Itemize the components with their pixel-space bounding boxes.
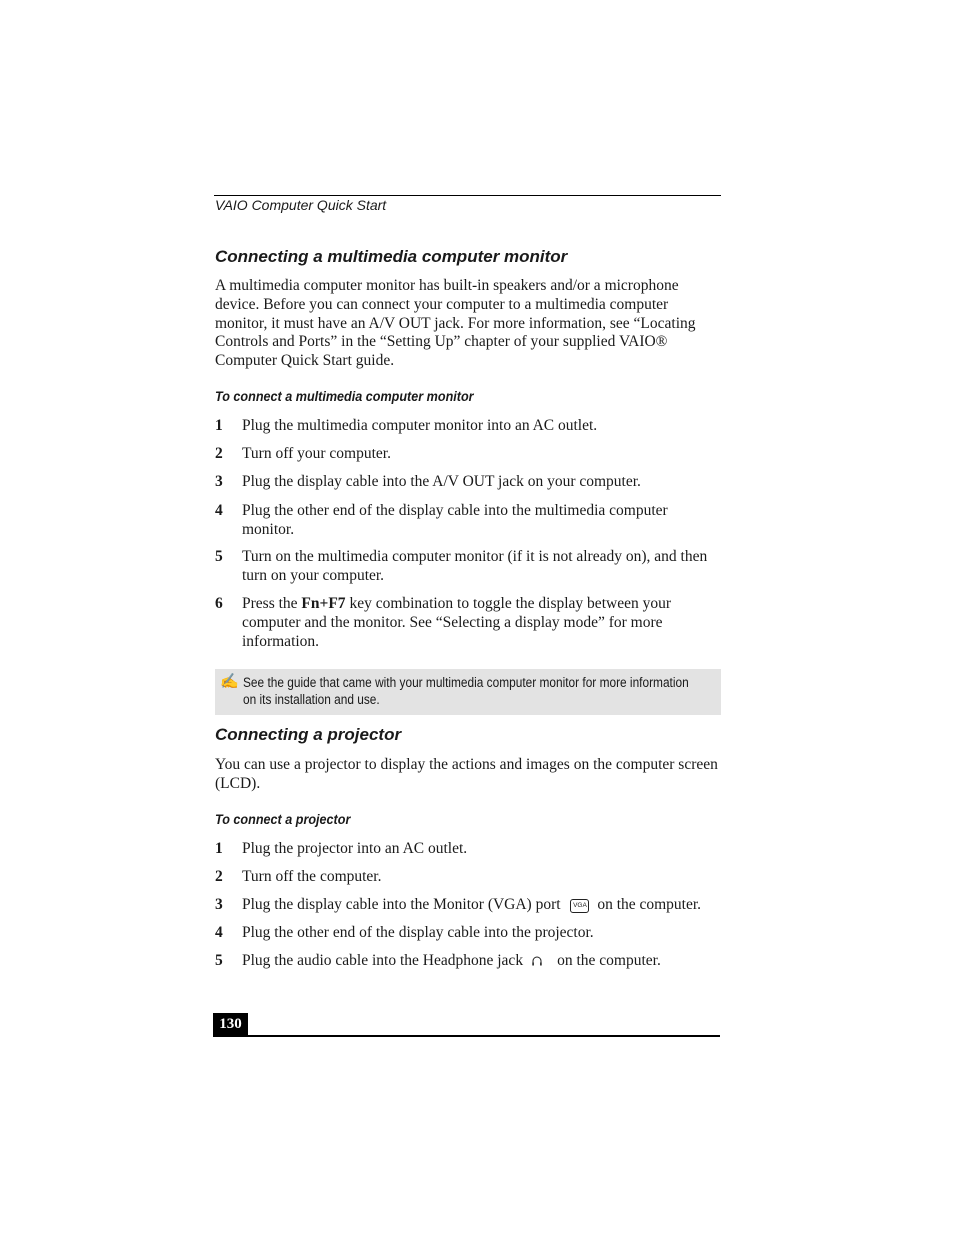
vga-port-icon: VGA <box>570 899 589 913</box>
step-text-line: monitor. <box>242 520 295 538</box>
projector-step-3 <box>215 896 721 915</box>
step-number: 2 <box>215 445 223 462</box>
step-text <box>242 896 721 915</box>
projector-step-5 <box>215 952 721 971</box>
step-number: 3 <box>215 473 223 490</box>
header-rule <box>214 195 721 196</box>
step-text-line: computer and the monitor. See “Selecting a display mode” for more <box>242 613 663 631</box>
step-number: 5 <box>215 952 223 969</box>
projector-intro-paragraph <box>215 756 721 794</box>
note-text <box>243 674 701 708</box>
intro-line: Controls and Ports” in the “Setting Up” chapter of your supplied VAIO® <box>215 333 668 351</box>
step-text-post: on the computer. <box>597 896 702 913</box>
intro-line: (LCD). <box>215 774 261 792</box>
intro-line: Computer Quick Start guide. <box>215 352 395 370</box>
note-line: See the guide that came with your multimedia computer monitor for more information <box>243 675 689 690</box>
intro-line: A multimedia computer monitor has built-in speakers and/or a microphone <box>215 277 679 294</box>
running-head: VAIO Computer Quick Start <box>215 197 387 213</box>
step-text: Turn off the computer. <box>242 868 382 885</box>
step-number: 5 <box>215 548 223 565</box>
page-number: 130 <box>213 1013 248 1037</box>
step-text-post: key combination to toggle the display between your <box>345 595 671 612</box>
step-text: Plug the multimedia computer monitor into an AC outlet. <box>242 417 598 434</box>
monitor-step-3 <box>215 473 721 492</box>
step-text-line: turn on your computer. <box>242 566 385 584</box>
monitor-step-4 <box>215 502 721 540</box>
procedure-title-projector: To connect a projector <box>215 811 351 827</box>
projector-step-2 <box>215 868 721 887</box>
step-text: Plug the display cable into the A/V OUT jack on your computer. <box>242 473 641 490</box>
section-title-projector: Connecting a projector <box>215 725 402 744</box>
step-text: Turn off your computer. <box>242 445 391 462</box>
step-text <box>242 548 721 586</box>
procedure-title-monitor: To connect a multimedia computer monitor <box>215 388 474 404</box>
projector-step-4 <box>215 924 721 943</box>
step-number: 3 <box>215 896 223 913</box>
headphone-icon <box>531 955 543 967</box>
step-text <box>242 595 721 651</box>
step-text-post: on the computer. <box>557 952 661 969</box>
intro-line: You can use a projector to display the actions and images on the computer screen <box>215 756 718 773</box>
step-text-line: Turn on the multimedia computer monitor (if it is not already on), and then <box>242 548 708 565</box>
intro-line: device. Before you can connect your computer to a multimedia computer <box>215 295 669 313</box>
monitor-step-6 <box>215 595 721 651</box>
step-number: 6 <box>215 595 223 612</box>
step-text-line: Plug the other end of the display cable into the multimedia computer <box>242 502 668 519</box>
monitor-step-1 <box>215 417 721 436</box>
note-box <box>215 669 721 715</box>
step-text-pre: Press the <box>242 595 302 612</box>
step-number: 1 <box>215 840 223 857</box>
step-number: 4 <box>215 924 223 941</box>
monitor-step-2 <box>215 445 721 464</box>
step-text-line: information. <box>242 632 320 650</box>
step-text <box>242 952 721 971</box>
note-line: on its installation and use. <box>243 692 380 707</box>
step-text: Plug the other end of the display cable into the projector. <box>242 924 594 941</box>
footer-rule <box>213 1035 720 1037</box>
key-combination: Fn+F7 <box>301 595 346 612</box>
monitor-step-5 <box>215 548 721 586</box>
step-text-pre: Plug the audio cable into the Headphone jack <box>242 952 524 969</box>
step-number: 1 <box>215 417 223 434</box>
projector-step-1 <box>215 840 721 859</box>
pencil-note-icon: ✍ <box>220 674 239 690</box>
section-title-monitor: Connecting a multimedia computer monitor <box>215 247 568 266</box>
step-number: 4 <box>215 502 223 519</box>
step-text-pre: Plug the display cable into the Monitor (VGA) port <box>242 896 561 913</box>
step-text <box>242 502 721 540</box>
intro-line: monitor, it must have an A/V OUT jack. For more information, see “Locating <box>215 314 696 332</box>
step-number: 2 <box>215 868 223 885</box>
step-text: Plug the projector into an AC outlet. <box>242 840 468 857</box>
monitor-intro-paragraph <box>215 277 721 371</box>
